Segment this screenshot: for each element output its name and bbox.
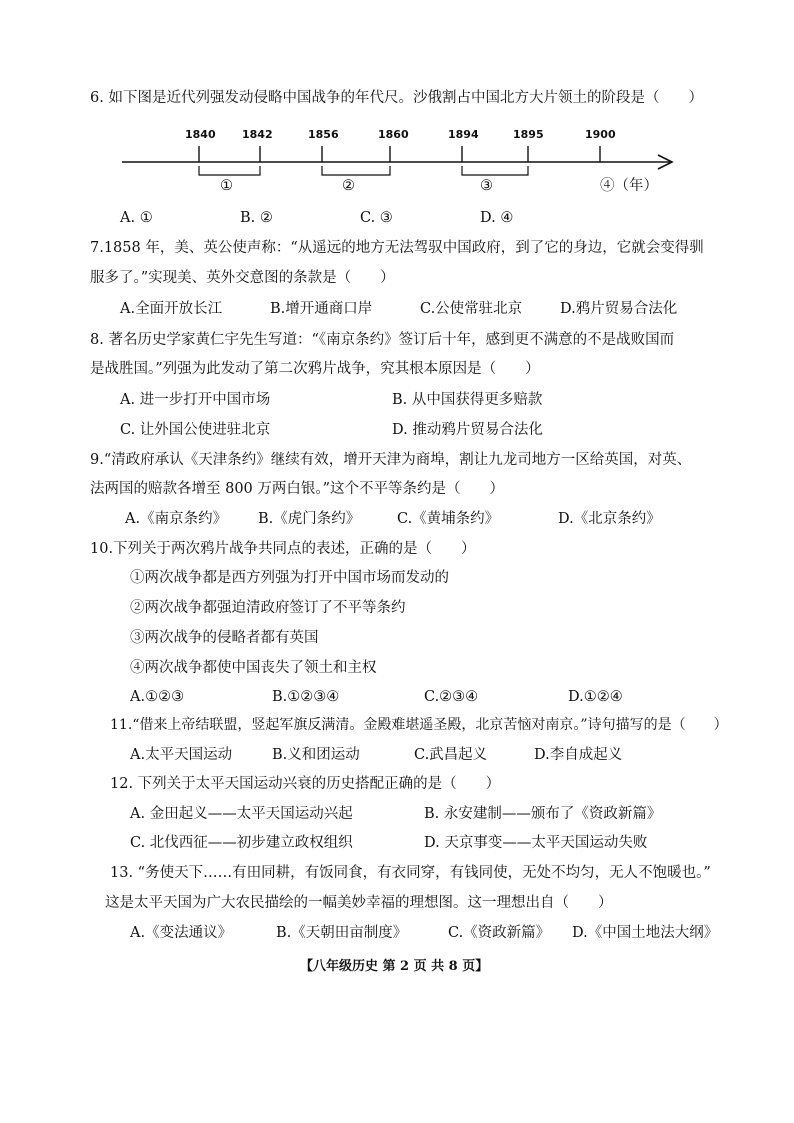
q10-statement-4: ④两次战争都使中国丧失了领土和主权 xyxy=(130,660,377,676)
q8-option-a[interactable]: A. 进一步打开中国市场 xyxy=(120,392,271,408)
timeline-year-1895: 1895 xyxy=(513,128,544,141)
q11-option-d[interactable]: D.李自成起义 xyxy=(534,747,623,763)
q9-option-c[interactable]: C.《黄埔条约》 xyxy=(397,511,500,527)
q10-statement-2: ②两次战争都强迫清政府签订了不平等条约 xyxy=(130,600,406,616)
q6-option-a[interactable]: A. ① xyxy=(120,210,153,226)
q10-option-d[interactable]: D.①②④ xyxy=(568,689,623,705)
q9-option-d[interactable]: D.《北京条约》 xyxy=(558,511,661,527)
q12-stem: 12. 下列关于太平天国运动兴衰的历史搭配正确的是（ ） xyxy=(110,776,501,792)
q7-option-c[interactable]: C.公使常驻北京 xyxy=(420,301,523,317)
q11-option-c[interactable]: C.武昌起义 xyxy=(414,747,488,763)
q10-option-c[interactable]: C.②③④ xyxy=(424,689,479,705)
q8-stem-line2: 是战胜国。”列强为此发动了第二次鸦片战争，究其根本原因是（ ） xyxy=(90,361,540,377)
timeline-mark-3: ③ xyxy=(480,178,493,194)
timeline-mark-2: ② xyxy=(342,178,355,194)
q7-option-b[interactable]: B.增开通商口岸 xyxy=(270,301,373,317)
q6-option-d[interactable]: D. ④ xyxy=(480,210,514,226)
page-footer: 【八年级历史 第 2 页 共 8 页】 xyxy=(300,959,489,974)
q11-option-b[interactable]: B.义和团运动 xyxy=(272,747,360,763)
q13-option-a[interactable]: A.《变法通议》 xyxy=(130,925,233,941)
q7-stem-line2: 服多了。”实现美、英外交意图的条款是（ ） xyxy=(90,270,395,286)
q11-option-a[interactable]: A.太平天国运动 xyxy=(130,747,233,763)
q10-option-b[interactable]: B.①②③④ xyxy=(272,689,340,705)
q7-option-d[interactable]: D.鸦片贸易合法化 xyxy=(560,301,678,317)
q8-stem-line1: 8. 著名历史学家黄仁宇先生写道：“《南京条约》签订后十年，感到更不满意的不是战败国而 xyxy=(90,332,675,348)
q8-option-b[interactable]: B. 从中国获得更多赔款 xyxy=(392,392,543,408)
q11-stem: 11.“借来上帝结联盟，竖起军旗反满清。金殿难堪遥圣殿，北京苦恼对南京。”诗句描写的是（ ） xyxy=(110,717,728,733)
q13-option-d[interactable]: D.《中国土地法大纲》 xyxy=(572,925,719,941)
q10-option-a[interactable]: A.①②③ xyxy=(130,689,185,705)
q7-stem-line1: 7.1858 年，美、英公使声称：“从遥远的地方无法驾驭中国政府，到了它的身边，它就会变得驯 xyxy=(90,240,704,256)
timeline-year-1860: 1860 xyxy=(378,128,409,141)
q10-stem: 10.下列关于两次鸦片战争共同点的表述，正确的是（ ） xyxy=(90,541,476,557)
q6-option-c[interactable]: C. ③ xyxy=(360,210,393,226)
q7-option-a[interactable]: A.全面开放长江 xyxy=(120,301,223,317)
q12-option-b[interactable]: B. 永安建制——颁布了《资政新篇》 xyxy=(424,806,662,822)
q10-statement-1: ①两次战争都是西方列强为打开中国市场而发动的 xyxy=(130,570,449,586)
q12-option-c[interactable]: C. 北伐西征——初步建立政权组织 xyxy=(130,835,353,851)
q9-option-b[interactable]: B.《虎门条约》 xyxy=(258,511,361,527)
q6-option-b[interactable]: B. ② xyxy=(240,210,273,226)
q10-statement-3: ③两次战争的侵略者都有英国 xyxy=(130,630,319,646)
q9-stem-line2: 法两国的赔款各增至 800 万两白银。”这个不平等条约是（ ） xyxy=(90,481,505,497)
q9-option-a[interactable]: A.《南京条约》 xyxy=(125,511,228,527)
timeline-mark-4: ④（年） xyxy=(600,178,658,194)
q12-option-a[interactable]: A. 金田起义——太平天国运动兴起 xyxy=(130,806,353,822)
timeline-mark-1: ① xyxy=(220,178,233,194)
q13-option-b[interactable]: B.《天朝田亩制度》 xyxy=(276,925,408,941)
q9-stem-line1: 9.“清政府承认《天津条约》继续有效，增开天津为商埠，割让九龙司地方一区给英国，对英、 xyxy=(90,452,692,468)
q13-stem-line2: 这是太平天国为广大农民描绘的一幅美妙幸福的理想图。这一理想出自（ ） xyxy=(105,895,613,911)
q6-stem: 6. 如下图是近代列强发动侵略中国战争的年代尺。沙俄割占中国北方大片领土的阶段是（ ） xyxy=(90,90,703,106)
timeline-year-1840: 1840 xyxy=(185,128,216,141)
timeline-year-1842: 1842 xyxy=(242,128,273,141)
q12-option-d[interactable]: D. 天京事变——太平天国运动失败 xyxy=(424,835,648,851)
q13-option-c[interactable]: C.《资政新篇》 xyxy=(448,925,551,941)
q13-stem-line1: 13. “务使天下……有田同耕，有饭同食，有衣同穿，有钱同使，无处不均匀，无人不饱暖也。” xyxy=(110,865,711,881)
q8-option-c[interactable]: C. 让外国公使进驻北京 xyxy=(120,422,271,438)
timeline-year-1894: 1894 xyxy=(448,128,479,141)
q8-option-d[interactable]: D. 推动鸦片贸易合法化 xyxy=(392,422,543,438)
timeline-year-1856: 1856 xyxy=(308,128,339,141)
timeline-year-1900: 1900 xyxy=(585,128,616,141)
